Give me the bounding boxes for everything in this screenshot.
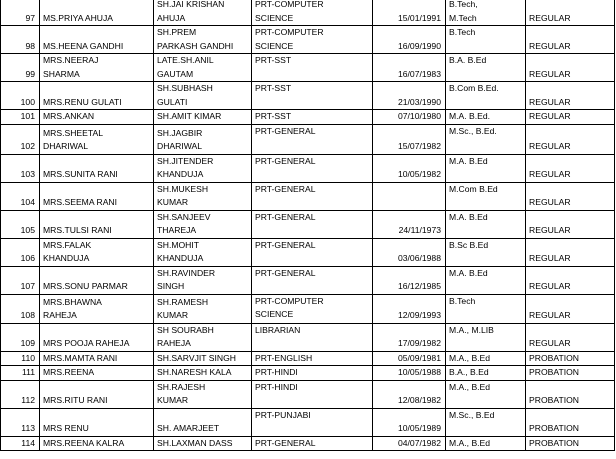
post-line: SCIENCE (255, 309, 294, 319)
teacher-name-line: MRS.SUNITA RANI (43, 169, 118, 179)
qualification-line: B.Tech, (449, 0, 478, 9)
qualification-cell (446, 210, 526, 238)
teacher-name-line: MS.HEENA GANDHI (43, 40, 124, 51)
post-line: PRT-PUNJABI (255, 409, 311, 420)
table-row (1, 82, 615, 110)
father-name-cell (154, 366, 252, 381)
date-of-birth-cell (373, 82, 446, 110)
status-text: REGULAR (529, 197, 571, 207)
teacher-name-cell (40, 110, 154, 125)
teacher-name-line: KHANDUJA (43, 253, 90, 263)
table-row (1, 210, 615, 238)
table-row (1, 323, 615, 351)
serial-number-text: 104 (20, 197, 35, 207)
qualification-cell (446, 154, 526, 182)
status-text: REGULAR (529, 310, 571, 320)
post-line: PRT-GENERAL (255, 183, 316, 194)
father-name-cell (154, 0, 252, 26)
teacher-name-cell (40, 182, 154, 210)
teacher-name-line: MRS POOJA RAHEJA (43, 338, 130, 348)
date-of-birth-text: 24/11/1973 (398, 225, 441, 235)
teacher-name-cell (40, 294, 154, 323)
post-cell (252, 210, 373, 238)
table-row (1, 294, 615, 323)
post-line: PRT-SST (255, 55, 292, 65)
date-of-birth-cell (373, 408, 446, 436)
teacher-name-cell (40, 436, 154, 451)
father-name-cell (154, 82, 252, 110)
qualification-cell (446, 54, 526, 82)
date-of-birth-text: 10/05/1988 (397, 367, 441, 377)
teacher-name-line: MRS.TULSI RANI (43, 225, 112, 235)
status-text: PROBATION (529, 437, 579, 448)
status-cell (526, 110, 615, 125)
father-name-line: LATE.SH.ANIL (157, 55, 214, 65)
qualification-cell (446, 323, 526, 351)
serial-number-cell (1, 366, 40, 381)
post-line: PRT-GENERAL (255, 267, 316, 278)
father-name-cell (154, 54, 252, 82)
serial-number-cell (1, 323, 40, 351)
father-name-line: SH.PREM (157, 27, 197, 37)
father-name-line: RAHEJA (157, 338, 191, 348)
qualification-line: B.Tech (449, 295, 476, 306)
post-cell (252, 238, 373, 266)
status-text: REGULAR (529, 281, 571, 291)
date-of-birth-text: 16/12/1985 (397, 281, 441, 291)
date-of-birth-text: 05/09/1981 (397, 352, 441, 363)
status-cell (526, 0, 615, 26)
serial-number-text: 114 (21, 437, 35, 448)
status-text: REGULAR (529, 12, 571, 23)
status-cell (526, 182, 615, 210)
table-row (1, 124, 615, 154)
qualification-line: M.A. B.Ed. (449, 111, 491, 121)
teacher-name-cell (40, 82, 154, 110)
date-of-birth-text: 07/10/1980 (397, 111, 441, 121)
serial-number-cell (1, 351, 40, 366)
qualification-cell (446, 436, 526, 451)
serial-number-text: 97 (25, 12, 35, 23)
serial-number-cell (1, 210, 40, 238)
teacher-name-line: MRS.REENA (43, 367, 95, 377)
serial-number-text: 100 (20, 96, 35, 107)
post-line: PRT-SST (255, 83, 292, 93)
serial-number-text: 105 (20, 225, 35, 235)
date-of-birth-cell (373, 238, 446, 266)
qualification-cell (446, 238, 526, 266)
date-of-birth-cell (373, 366, 446, 381)
father-name-line: KHANDUJA (157, 253, 204, 263)
father-name-line: SH.MOHIT (157, 239, 200, 250)
date-of-birth-text: 10/05/1982 (397, 169, 441, 179)
teacher-name-cell (40, 54, 154, 82)
status-cell (526, 323, 615, 351)
qualification-cell (446, 82, 526, 110)
teacher-name-line: MRS.BHAWNA (43, 296, 102, 307)
status-cell (526, 238, 615, 266)
serial-number-text: 99 (25, 68, 35, 79)
status-text: PROBATION (529, 367, 579, 377)
qualification-cell (446, 124, 526, 154)
serial-number-cell (1, 380, 40, 408)
post-cell (252, 82, 373, 110)
teacher-name-line: MRS.REENA KALRA (43, 437, 125, 448)
date-of-birth-cell (373, 154, 446, 182)
father-name-cell (154, 238, 252, 266)
serial-number-cell (1, 182, 40, 210)
teacher-name-cell (40, 154, 154, 182)
father-name-line: AHUJA (157, 12, 186, 23)
teacher-name-cell (40, 124, 154, 154)
serial-number-cell (1, 436, 40, 451)
post-cell (252, 266, 373, 294)
status-cell (526, 266, 615, 294)
table-row (1, 110, 615, 125)
date-of-birth-cell (373, 182, 446, 210)
father-name-line: SH.JITENDER (157, 155, 214, 166)
father-name-line: GULATI (157, 96, 188, 107)
post-line: PRT-GENERAL (255, 437, 316, 448)
table-row (1, 408, 615, 436)
table-row (1, 436, 615, 451)
teacher-name-line: MRS.MAMTA RANI (43, 352, 118, 363)
serial-number-text: 113 (21, 423, 35, 433)
qualification-line: M.A., B.Ed (449, 437, 491, 448)
table-row (1, 351, 615, 366)
teacher-name-line: MRS.ANKAN (43, 111, 95, 121)
father-name-line: SH.JAI KRISHAN (157, 0, 225, 9)
teacher-name-cell (40, 380, 154, 408)
teacher-name-line: MRS RENU (43, 423, 89, 433)
qualification-line: B.A. B.Ed (449, 55, 487, 65)
serial-number-cell (1, 408, 40, 436)
qualification-cell (446, 110, 526, 125)
post-line: PRT-GENERAL (255, 239, 316, 250)
date-of-birth-cell (373, 54, 446, 82)
father-name-cell (154, 266, 252, 294)
status-cell (526, 366, 615, 381)
post-cell (252, 380, 373, 408)
date-of-birth-text: 21/03/1990 (397, 96, 441, 107)
post-cell (252, 26, 373, 54)
qualification-cell (446, 351, 526, 366)
status-cell (526, 54, 615, 82)
post-cell (252, 323, 373, 351)
date-of-birth-cell (373, 210, 446, 238)
teacher-name-cell (40, 266, 154, 294)
post-line: PRT-COMPUTER (255, 0, 324, 9)
teacher-name-cell (40, 351, 154, 366)
teacher-name-cell (40, 408, 154, 436)
serial-number-text: 109 (20, 338, 35, 348)
qualification-line: M.A. B.Ed (449, 267, 488, 278)
qualification-line: B.Tech (449, 27, 476, 37)
teacher-name-line: MRS.SONU PARMAR (43, 281, 128, 291)
qualification-cell (446, 26, 526, 54)
post-line: LIBRARIAN (255, 324, 301, 335)
serial-number-cell (1, 54, 40, 82)
post-cell (252, 0, 373, 26)
qualification-cell (446, 266, 526, 294)
date-of-birth-text: 12/09/1993 (397, 310, 441, 320)
teacher-name-cell (40, 210, 154, 238)
post-cell (252, 351, 373, 366)
teacher-name-line: MRS.SHEETAL (43, 127, 104, 138)
status-text: PROBATION (529, 423, 579, 433)
qualification-line: M.A., B.Ed (449, 352, 491, 363)
date-of-birth-cell (373, 124, 446, 154)
teacher-name-cell (40, 323, 154, 351)
date-of-birth-text: 15/07/1982 (397, 141, 441, 151)
post-line: PRT-HINDI (255, 367, 298, 377)
father-name-cell (154, 182, 252, 210)
post-line: SCIENCE (255, 40, 294, 51)
teacher-name-line: MRS.RENU GULATI (43, 96, 122, 107)
serial-number-text: 108 (20, 310, 35, 320)
table-row (1, 380, 615, 408)
serial-number-text: 107 (20, 281, 35, 291)
father-name-cell (154, 436, 252, 451)
status-text: REGULAR (529, 169, 571, 179)
status-cell (526, 26, 615, 54)
father-name-cell (154, 323, 252, 351)
status-cell (526, 82, 615, 110)
father-name-line: SH.RAVINDER (157, 267, 216, 278)
table-row (1, 154, 615, 182)
father-name-line: SH. AMARJEET (157, 423, 220, 433)
date-of-birth-cell (373, 0, 446, 26)
date-of-birth-cell (373, 380, 446, 408)
date-of-birth-text: 03/06/1988 (397, 253, 441, 263)
father-name-line: SINGH (157, 281, 185, 291)
table-row (1, 182, 615, 210)
status-cell (526, 124, 615, 154)
father-name-line: SH.LAXMAN DASS (157, 437, 233, 448)
father-name-line: SH.AMIT KIMAR (157, 111, 222, 121)
date-of-birth-text: 16/09/1990 (397, 40, 441, 51)
serial-number-cell (1, 26, 40, 54)
father-name-line: GAUTAM (157, 68, 194, 79)
qualification-line: B.A., B.Ed (449, 367, 489, 377)
staff-table-body (1, 0, 615, 451)
father-name-line: PARKASH GANDHI (157, 40, 234, 51)
father-name-line: SH.RAJESH (157, 381, 206, 392)
father-name-cell (154, 110, 252, 125)
status-text: REGULAR (529, 253, 571, 263)
status-cell (526, 380, 615, 408)
post-cell (252, 294, 373, 323)
serial-number-text: 98 (25, 40, 35, 51)
table-row (1, 366, 615, 381)
father-name-line: DHARIWAL (157, 141, 203, 151)
post-line: SCIENCE (255, 12, 294, 23)
post-line: PRT-COMPUTER (255, 295, 324, 306)
qualification-cell (446, 0, 526, 26)
teacher-name-cell (40, 366, 154, 381)
date-of-birth-text: 15/01/1991 (397, 12, 441, 23)
father-name-cell (154, 124, 252, 154)
qualification-line: M.A., M.LIB (449, 324, 494, 335)
post-line: PRT-GENERAL (255, 155, 316, 166)
serial-number-cell (1, 238, 40, 266)
father-name-line: KUMAR (157, 197, 189, 207)
status-text: PROBATION (529, 395, 579, 405)
post-cell (252, 436, 373, 451)
date-of-birth-text: 17/09/1982 (397, 338, 441, 348)
father-name-cell (154, 380, 252, 408)
table-row (1, 26, 615, 54)
date-of-birth-text: 12/08/1982 (397, 395, 441, 405)
date-of-birth-cell (373, 26, 446, 54)
status-text: REGULAR (529, 40, 571, 51)
post-line: PRT-GENERAL (255, 211, 316, 222)
qualification-line: M.A. B.Ed (449, 211, 488, 222)
post-cell (252, 54, 373, 82)
qualification-line: M.A., B.Ed (449, 381, 491, 392)
qualification-cell (446, 380, 526, 408)
serial-number-cell (1, 110, 40, 125)
serial-number-cell (1, 0, 40, 26)
father-name-line: SH.RAMESH (157, 296, 209, 307)
teacher-name-line: MRS.SEEMA RANI (43, 197, 118, 207)
status-text: PROBATION (529, 352, 579, 363)
father-name-line: THAREJA (157, 225, 197, 235)
teacher-name-line: MRS.FALAK (43, 239, 92, 250)
table-row (1, 54, 615, 82)
teacher-name-cell (40, 238, 154, 266)
father-name-line: SH.SANJEEV (157, 211, 211, 222)
teacher-name-cell (40, 0, 154, 26)
serial-number-cell (1, 82, 40, 110)
father-name-line: SH SOURABH (157, 324, 214, 335)
status-cell (526, 436, 615, 451)
father-name-line: SH.SUBHASH (157, 83, 213, 93)
post-line: PRT-SST (255, 111, 292, 121)
status-text: REGULAR (529, 141, 571, 151)
qualification-cell (446, 408, 526, 436)
serial-number-cell (1, 266, 40, 294)
table-row (1, 238, 615, 266)
father-name-line: SH.SARVJIT SINGH (157, 352, 236, 363)
post-cell (252, 366, 373, 381)
qualification-cell (446, 294, 526, 323)
teacher-name-line: DHARIWAL (43, 141, 89, 151)
serial-number-text: 103 (20, 169, 35, 179)
father-name-cell (154, 408, 252, 436)
status-cell (526, 408, 615, 436)
date-of-birth-text: 04/07/1982 (397, 437, 441, 448)
serial-number-text: 110 (21, 352, 35, 363)
date-of-birth-cell (373, 110, 446, 125)
teacher-name-line: MRS.RITU RANI (43, 395, 108, 405)
post-cell (252, 110, 373, 125)
serial-number-text: 112 (21, 395, 35, 405)
date-of-birth-text: 16/07/1983 (397, 68, 441, 79)
qualification-line: B.Sc B.Ed (449, 239, 489, 250)
status-text: REGULAR (529, 225, 571, 235)
teacher-name-line: MS.PRIYA AHUJA (43, 12, 114, 23)
post-line: PRT-GENERAL (255, 125, 316, 136)
teacher-name-line: SHARMA (43, 68, 80, 79)
qualification-cell (446, 182, 526, 210)
qualification-line: M.Tech (449, 12, 477, 23)
date-of-birth-cell (373, 266, 446, 294)
father-name-cell (154, 154, 252, 182)
status-text: REGULAR (529, 96, 571, 107)
father-name-line: SH.NARESH KALA (157, 367, 232, 377)
status-cell (526, 294, 615, 323)
serial-number-text: 111 (21, 367, 35, 377)
post-cell (252, 154, 373, 182)
qualification-line: M.Sc., B.Ed (449, 409, 495, 420)
table-row (1, 266, 615, 294)
post-cell (252, 182, 373, 210)
qualification-line: M.A. B.Ed (449, 155, 488, 166)
father-name-cell (154, 26, 252, 54)
father-name-line: KUMAR (157, 310, 189, 320)
father-name-cell (154, 294, 252, 323)
status-cell (526, 154, 615, 182)
father-name-line: KUMAR (157, 395, 189, 405)
father-name-line: SH.MUKESH (157, 183, 209, 194)
date-of-birth-cell (373, 351, 446, 366)
qualification-line: M.Sc., B.Ed. (449, 125, 497, 136)
serial-number-cell (1, 124, 40, 154)
serial-number-cell (1, 294, 40, 323)
date-of-birth-cell (373, 323, 446, 351)
teacher-name-line: MRS.NEERAJ (43, 55, 99, 65)
post-cell (252, 124, 373, 154)
post-line: PRT-HINDI (255, 381, 298, 392)
teacher-name-cell (40, 26, 154, 54)
post-cell (252, 408, 373, 436)
post-line: PRT-COMPUTER (255, 27, 324, 37)
father-name-line: SH.JAGBIR (157, 127, 203, 138)
serial-number-text: 101 (20, 111, 35, 121)
post-line: PRT-ENGLISH (255, 352, 313, 363)
serial-number-cell (1, 154, 40, 182)
status-cell (526, 210, 615, 238)
serial-number-text: 106 (20, 253, 35, 263)
father-name-cell (154, 210, 252, 238)
qualification-line: M.Com B.Ed (449, 183, 498, 194)
qualification-line: B.Com B.Ed. (449, 83, 499, 93)
qualification-cell (446, 366, 526, 381)
status-text: REGULAR (529, 338, 571, 348)
teacher-name-line: RAHEJA (43, 310, 77, 320)
father-name-line: KHANDUJA (157, 169, 204, 179)
serial-number-text: 102 (20, 141, 35, 151)
date-of-birth-cell (373, 436, 446, 451)
date-of-birth-text: 10/05/1989 (397, 423, 441, 433)
father-name-cell (154, 351, 252, 366)
table-row (1, 0, 615, 26)
status-text: REGULAR (529, 68, 571, 79)
date-of-birth-cell (373, 294, 446, 323)
status-cell (526, 351, 615, 366)
status-text: REGULAR (529, 111, 571, 121)
